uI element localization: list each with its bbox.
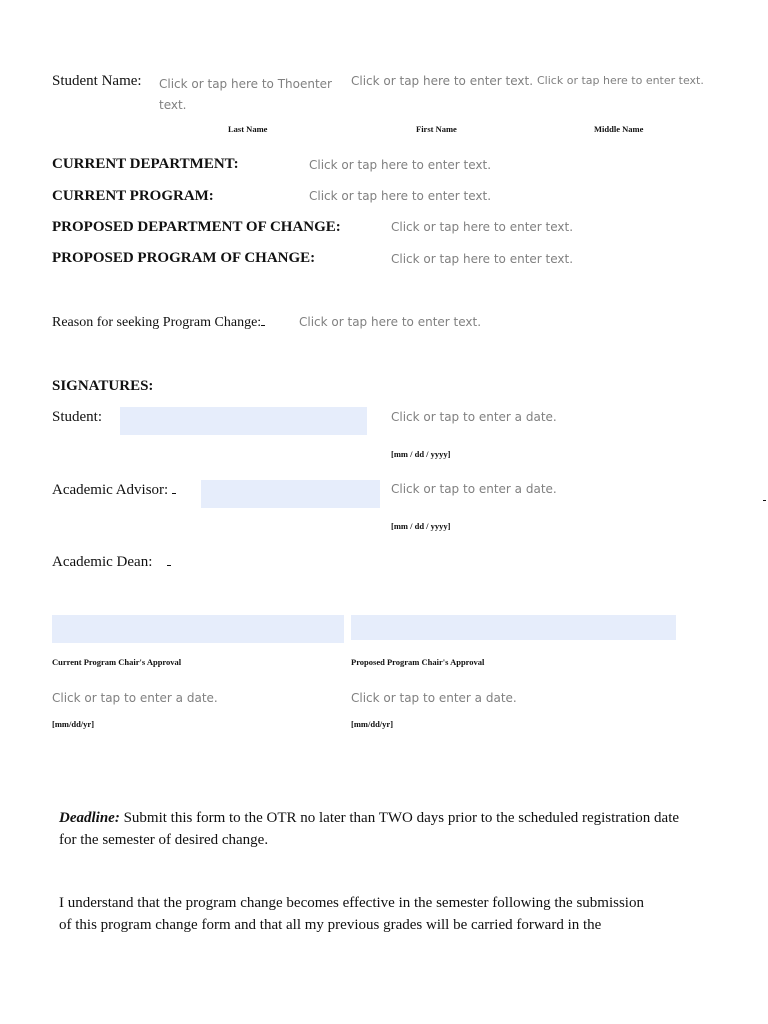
- middle-name-input[interactable]: Click or tap here to enter text.: [537, 74, 704, 87]
- last-name-input[interactable]: [159, 74, 332, 116]
- student-name-label: Student Name:: [52, 73, 142, 89]
- proposed-department-label: PROPOSED DEPARTMENT OF CHANGE:: [52, 219, 341, 235]
- page-edge-mark: [763, 500, 766, 501]
- first-name-input[interactable]: Click or tap here to enter text.: [351, 74, 534, 88]
- student-signature-field[interactable]: [120, 407, 367, 435]
- current-department-input[interactable]: Click or tap here to enter text.: [309, 158, 492, 172]
- current-chair-date-format: [mm/dd/yr]: [52, 719, 95, 729]
- last-name-placeholder-line1: Click or tap here to Thoenter: [159, 77, 332, 91]
- current-program-input[interactable]: Click or tap here to enter text.: [309, 189, 492, 203]
- current-chair-date-input[interactable]: Click or tap to enter a date.: [52, 691, 218, 705]
- deadline-paragraph: [59, 807, 699, 851]
- current-department-label: CURRENT DEPARTMENT:: [52, 156, 239, 172]
- advisor-date-format: [mm / dd / yyyy]: [391, 521, 451, 531]
- student-date-input[interactable]: Click or tap to enter a date.: [391, 410, 557, 424]
- deadline-label: Deadline:: [59, 810, 120, 826]
- reason-input[interactable]: Click or tap here to enter text.: [299, 315, 482, 329]
- current-chair-signature-field[interactable]: [52, 615, 344, 643]
- acknowledgement-line1: I understand that the program change becomes effective in the semester following the submission: [59, 895, 644, 911]
- middle-name-caption: Middle Name: [594, 124, 644, 134]
- deadline-text-line2: for the semester of desired change.: [59, 832, 269, 848]
- dean-signature-label: [52, 553, 171, 571]
- student-date-format: [mm / dd / yyyy]: [391, 449, 451, 459]
- proposed-chair-date-format: [mm/dd/yr]: [351, 719, 394, 729]
- reason-label-text: Reason for seeking Program Change:: [52, 315, 262, 330]
- acknowledgement-paragraph: [59, 892, 699, 936]
- first-name-caption: First Name: [416, 124, 457, 134]
- student-signature-label: Student:: [52, 409, 103, 425]
- advisor-signature-label: [52, 481, 176, 499]
- proposed-program-label: PROPOSED PROGRAM OF CHANGE:: [52, 250, 316, 266]
- proposed-chair-signature-field[interactable]: [351, 615, 676, 640]
- acknowledgement-line2: of this program change form and that all my previous grades will be carried forward in the: [59, 917, 602, 933]
- last-name-placeholder-line2: text.: [159, 98, 187, 112]
- deadline-text-line1: Submit this form to the OTR no later than TWO days prior to the scheduled registration date: [119, 810, 680, 826]
- signatures-heading: SIGNATURES:: [52, 378, 154, 394]
- proposed-program-input[interactable]: Click or tap here to enter text.: [391, 252, 574, 266]
- last-name-caption: Last Name: [228, 124, 268, 134]
- proposed-chair-caption: Proposed Program Chair's Approval: [351, 657, 485, 667]
- current-chair-caption: Current Program Chair's Approval: [52, 657, 182, 667]
- dean-signature-label-text: Academic Dean:: [52, 554, 153, 570]
- proposed-department-input[interactable]: Click or tap here to enter text.: [391, 220, 574, 234]
- reason-underline: [261, 313, 265, 326]
- advisor-date-input[interactable]: Click or tap to enter a date.: [391, 482, 557, 496]
- dean-underline[interactable]: [167, 553, 171, 566]
- current-program-label: CURRENT PROGRAM:: [52, 188, 214, 204]
- reason-label: [52, 313, 265, 331]
- proposed-chair-date-input[interactable]: Click or tap to enter a date.: [351, 691, 517, 705]
- advisor-signature-field[interactable]: [201, 480, 380, 508]
- advisor-signature-label-text: Academic Advisor:: [52, 482, 169, 498]
- advisor-underline: [172, 481, 176, 494]
